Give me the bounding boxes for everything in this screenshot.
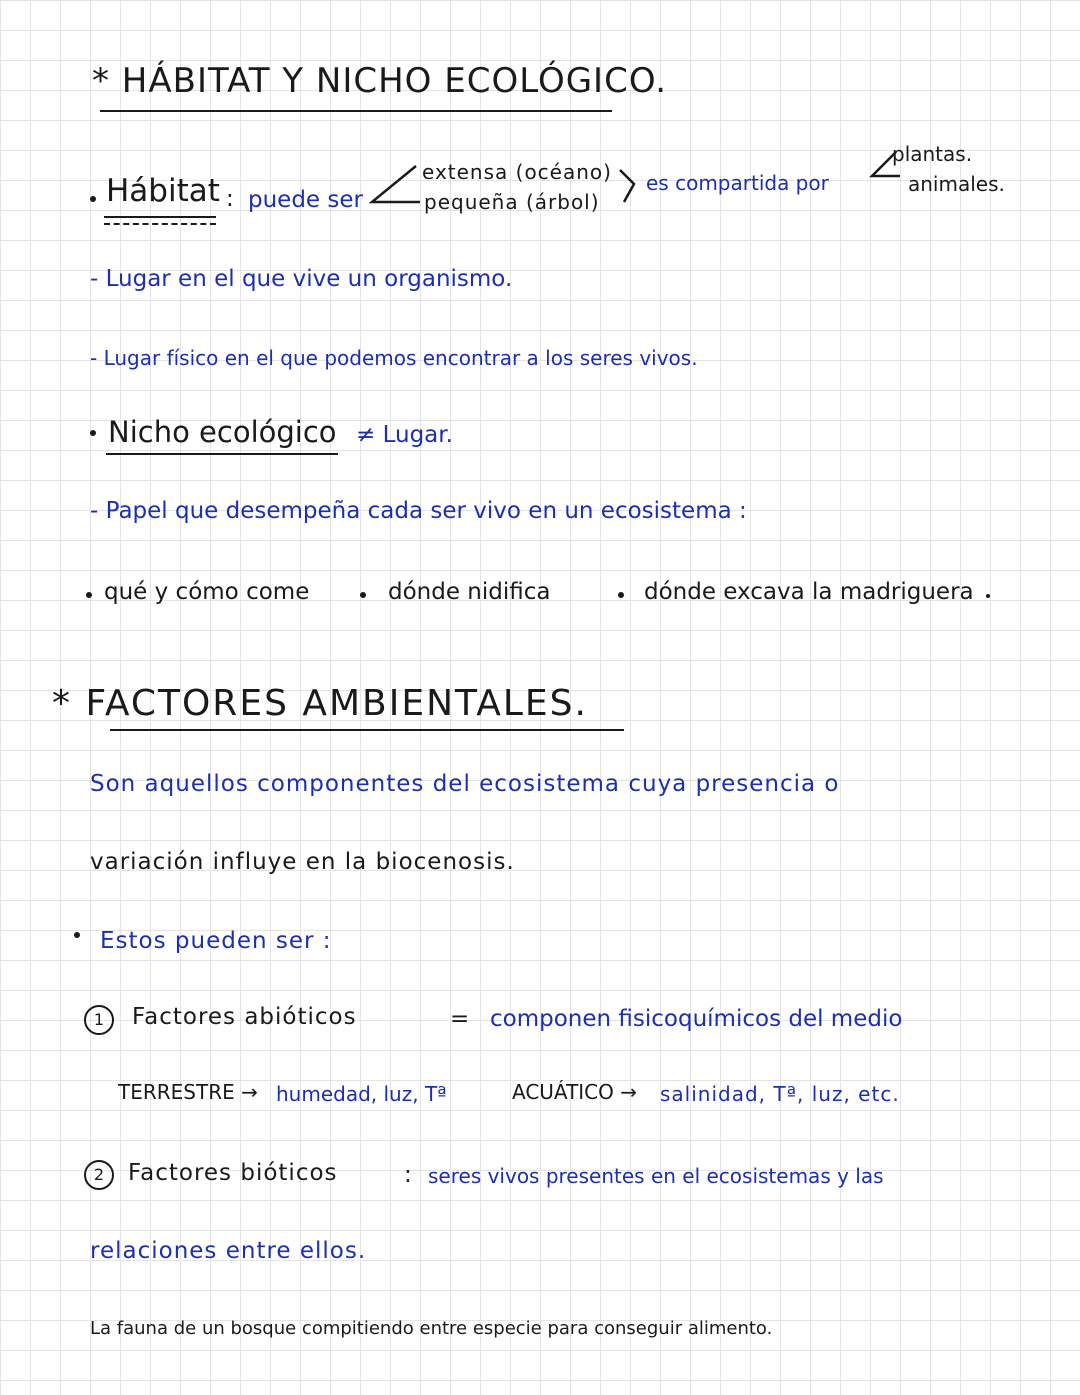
- bullet-dot: [90, 430, 96, 436]
- nicho-neq-lugar: ≠ Lugar.: [356, 422, 453, 448]
- section-title-habitat: * HÁBITAT Y NICHO ECOLÓGICO.: [92, 61, 668, 101]
- f2-eq: :: [404, 1162, 412, 1188]
- example-nidifica: dónde nidifica: [388, 579, 551, 605]
- f1-eq: =: [450, 1006, 470, 1032]
- f1-label: Factores abióticos: [132, 1004, 357, 1030]
- branch-close-bracket: [616, 162, 646, 212]
- nicho-def: - Papel que desempeña cada ser vivo en un ecosistema :: [90, 498, 747, 524]
- number-circle-1: 1: [84, 1005, 114, 1035]
- factores-def-line2: variación influye en la biocenosis.: [90, 849, 515, 875]
- title-underline: [110, 729, 624, 731]
- title-underline: [100, 110, 612, 112]
- branch1-bottom: pequeña (árbol): [424, 190, 600, 214]
- nicho-underline: [106, 453, 338, 455]
- terrestre-values: humedad, luz, Tª: [276, 1082, 447, 1106]
- example-come: qué y cómo come: [104, 579, 310, 605]
- f2-def-line2: relaciones entre ellos.: [90, 1238, 367, 1264]
- bullet-dot: [86, 592, 92, 598]
- branch1-top: extensa (océano): [422, 160, 612, 184]
- f2-def-line1: seres vivos presentes en el ecosistemas y las: [428, 1164, 884, 1188]
- branch2-top: plantas.: [892, 142, 973, 166]
- f1-def: componen fisicoquímicos del medio: [490, 1006, 903, 1032]
- factores-def-line1: Son aquellos componentes del ecosistema cuya presencia o: [90, 771, 840, 797]
- habitat-underline: [104, 216, 216, 218]
- habitat-colon: :: [226, 186, 234, 212]
- acuatico-values: salinidad, Tª, luz, etc.: [660, 1082, 900, 1106]
- branch-bracket-1: [364, 162, 424, 212]
- f2-label: Factores bióticos: [128, 1160, 338, 1186]
- pueden-ser-text: Estos pueden ser :: [100, 928, 332, 954]
- nicho-term: Nicho ecológico: [108, 415, 337, 449]
- habitat-term: Hábitat: [106, 173, 220, 209]
- puede-ser-text: puede ser: [248, 187, 363, 213]
- habitat-underline-2: [104, 223, 216, 225]
- bullet-dot: [986, 594, 990, 598]
- terrestre-label: TERRESTRE →: [118, 1080, 258, 1104]
- branch2-bottom: animales.: [908, 172, 1005, 196]
- habitat-def-2: - Lugar físico en el que podemos encontrar a los seres vivos.: [90, 346, 698, 370]
- bullet-dot: [360, 592, 366, 598]
- example-madriguera: dónde excava la madriguera: [644, 579, 974, 605]
- bullet-dot: [618, 592, 624, 598]
- example-fauna: La fauna de un bosque compitiendo entre especie para conseguir alimento.: [90, 1318, 773, 1339]
- bullet-dot: [74, 932, 80, 938]
- number-circle-2: 2: [84, 1160, 114, 1190]
- acuatico-label: ACUÁTICO →: [512, 1080, 637, 1104]
- section-title-factores: * FACTORES AMBIENTALES.: [52, 683, 588, 724]
- compartida-text: es compartida por: [646, 171, 829, 195]
- habitat-def-1: - Lugar en el que vive un organismo.: [90, 266, 513, 292]
- bullet-dot: [90, 196, 96, 202]
